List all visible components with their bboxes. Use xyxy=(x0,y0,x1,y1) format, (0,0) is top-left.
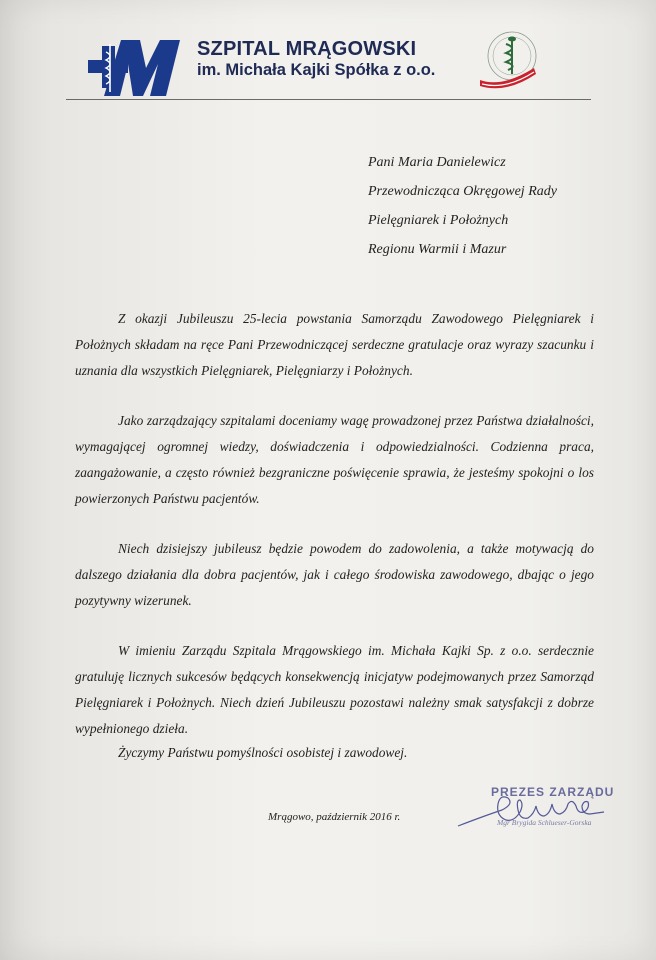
paragraph: W imieniu Zarządu Szpitala Mrągowskiego im. Michała Kajki Sp. z o.o. serdecznie gratuluję licznych sukcesów będących konsekwencją inicjatyw podejmowanych przez Samorząd Pielęgniarek i Położnych. Niech dzień Jubileuszu pozostawi należny smak satysfakcji z dobrze wypełnionego dzieła. xyxy=(75,643,594,736)
stamp-title: PREZES ZARZĄDU xyxy=(491,785,615,799)
addressee-region: Regionu Warmii i Mazur xyxy=(368,242,507,257)
hospital-name: SZPITAL MRĄGOWSKI xyxy=(197,38,417,60)
place-date: Mrągowo, październik 2016 r. xyxy=(268,811,401,823)
addressee-name: Pani Maria Danielewicz xyxy=(368,155,506,170)
hospital-logo-icon xyxy=(88,38,183,98)
addressee-title: Przewodnicząca Okręgowej Rady xyxy=(368,184,557,199)
letter-body xyxy=(75,306,594,766)
addressee-org: Pielęgniarek i Położnych xyxy=(368,213,509,228)
handwritten-signature-icon xyxy=(454,776,614,836)
paragraph: Niech dzisiejszy jubileusz będzie powodem do zadowolenia, a także motywacją do dalszego działania dla dobra pacjentów, jak i całego środowiska zawodowego, dbając o jego pozytywny wizerunek. xyxy=(75,541,594,608)
paragraph: Z okazji Jubileuszu 25-lecia powstania Samorządu Zawodowego Pielęgniarek i Położnych składam na ręce Pani Przewodniczącej serdeczne gratulacje oraz wyrazy szacunku i uznania dla wszystkich Pielęgniarek, Pielęgniarzy i Położnych. xyxy=(75,311,594,378)
stamp-name: Mgr Brygida Schlueser-Gorska xyxy=(497,818,592,827)
paragraph: Jako zarządzający szpitalami doceniamy wagę prowadzonej przez Państwa działalności, wymagającej ogromnej wiedzy, doświadczenia i odpowiedzialności. Codzienna praca, zaangażowanie, a często również bezgraniczne poświęcenie sprawia, że jesteśmy spokojni o los powierzonych Państwu pacjentów. xyxy=(75,413,594,506)
header-divider xyxy=(66,99,591,100)
closing-wish: Życzymy Państwu pomyślności osobistej i zawodowej. xyxy=(118,745,408,760)
hospital-subname: im. Michała Kajki Spółka z o.o. xyxy=(197,61,436,79)
friendly-hospital-emblem-icon xyxy=(476,28,544,92)
addressee-block xyxy=(368,148,557,264)
